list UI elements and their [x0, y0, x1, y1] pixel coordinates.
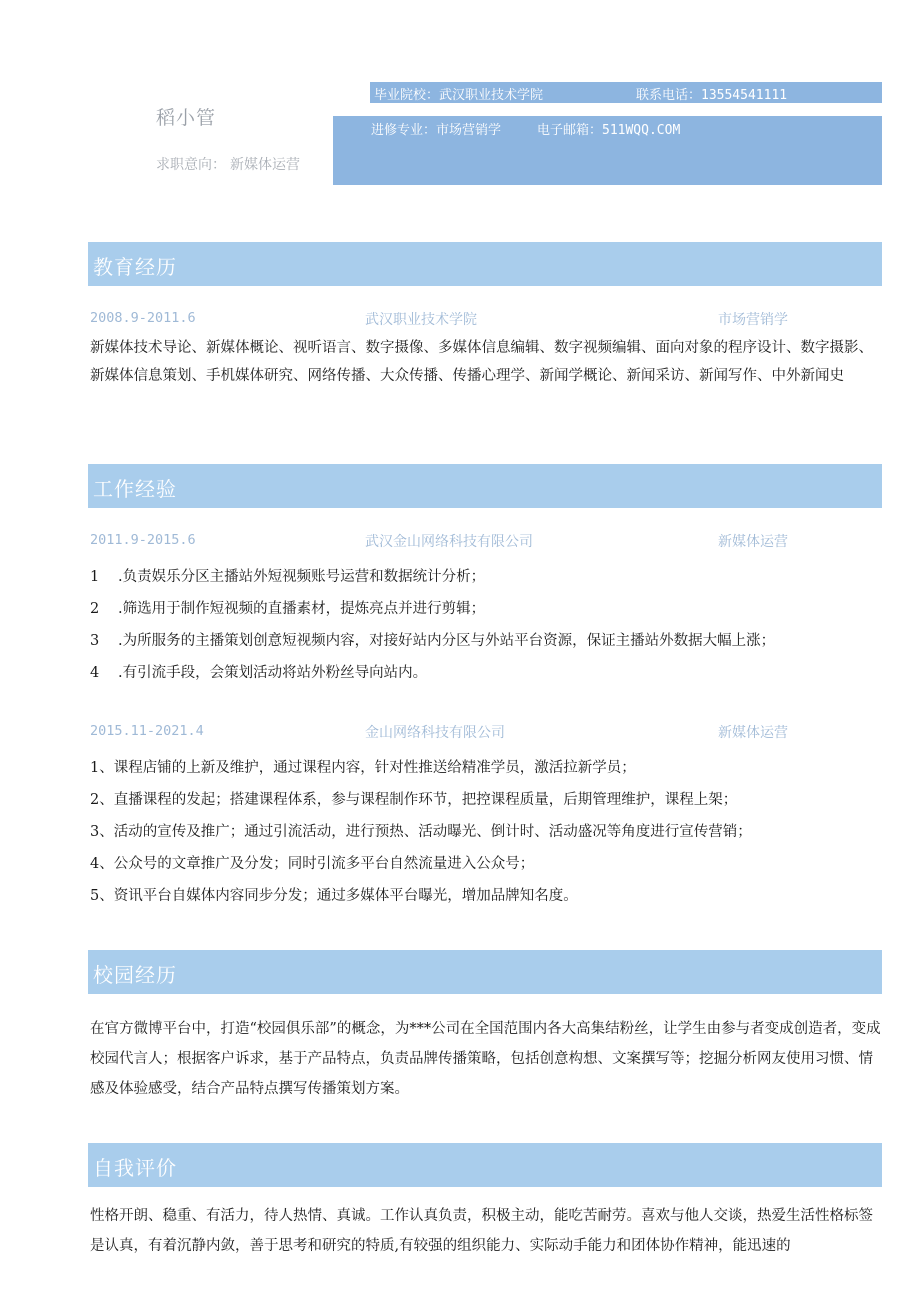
education-date: 2008.9-2011.6	[90, 310, 196, 326]
section-title: 工作经验	[93, 477, 177, 501]
list-item: 3 .为所服务的主播策划创意短视频内容，对接好站内分区与外站平台资源，保证主播站外数据大幅上涨；	[90, 633, 776, 649]
contact-bar-bottom	[333, 116, 882, 185]
major-info: 进修专业：市场营销学	[371, 123, 502, 138]
list-item: 2、直播课程的发起；搭建课程体系，参与课程制作环节，把控课程质量，后期管理维护，课程上架；	[90, 792, 738, 808]
list-item: 4、公众号的文章推广及分发；同时引流多平台自然流量进入公众号；	[90, 856, 535, 872]
education-courses: 新媒体技术导论、新媒体概论、视听语言、数字摄像、多媒体信息编辑、数字视频编辑、面向对象的程序设计、数字摄影、新媒体信息策划、手机媒体研究、网络传播、大众传播、传播心理学、新闻学概论、新闻采访、新闻写作、中外新闻史	[90, 340, 873, 384]
job-position: 新媒体运营	[718, 534, 788, 550]
list-item: 2 .筛选用于制作短视频的直播素材，提炼亮点并进行剪辑；	[90, 601, 486, 617]
section-self-header	[88, 1143, 882, 1187]
email-info: 电子邮箱：511WQQ.COM	[537, 123, 681, 138]
job-date: 2015.11-2021.4	[90, 723, 204, 739]
education-school: 武汉职业技术学院	[365, 312, 477, 328]
job-date: 2011.9-2015.6	[90, 532, 196, 548]
campus-text: 在官方微博平台中，打造“校园俱乐部”的概念，为***公司在全国范围内各大高集结粉丝，让学生由参与者变成创造者，变成校园代言人；根据客户诉求，基于产品特点，负责品牌传播策略，包括创意构想、文案撰写等；挖掘分析网友使用习惯、情感及体验感受，结合产品特点撰写传播策划方案。	[90, 1021, 881, 1097]
list-item: 3、活动的宣传及推广；通过引流活动，进行预热、活动曝光、倒计时、活动盛况等角度进行宣传营销；	[90, 824, 752, 840]
job-company: 金山网络科技有限公司	[365, 725, 505, 741]
job-intent	[156, 154, 300, 174]
list-item: 1、课程店铺的上新及维护，通过课程内容，针对性推送给精准学员，激活拉新学员；	[90, 760, 636, 776]
job-intent-value: 新媒体运营	[230, 157, 300, 173]
job-intent-label: 求职意向：	[156, 157, 226, 173]
education-major: 市场营销学	[718, 312, 788, 328]
job-position: 新媒体运营	[718, 725, 788, 741]
section-title: 教育经历	[93, 255, 177, 279]
list-item: 4 .有引流手段，会策划活动将站外粉丝导向站内。	[90, 665, 428, 681]
job-company: 武汉金山网络科技有限公司	[365, 534, 533, 550]
contact-bar-top	[370, 82, 882, 103]
section-work-header	[88, 464, 882, 508]
list-item: 1 .负责娱乐分区主播站外短视频账号运营和数据统计分析；	[90, 569, 486, 585]
candidate-name: 稻小管	[156, 107, 217, 129]
section-education-header	[88, 242, 882, 286]
section-title: 校园经历	[93, 963, 177, 987]
section-campus-header	[88, 950, 882, 994]
list-item: 5、资讯平台自媒体内容同步分发；通过多媒体平台曝光，增加品牌知名度。	[90, 888, 578, 904]
school-info: 毕业院校：武汉职业技术学院	[374, 88, 544, 103]
section-title: 自我评价	[93, 1156, 177, 1180]
phone-info: 联系电话：13554541111	[636, 88, 788, 103]
self-evaluation-text: 性格开朗、稳重、有活力，待人热情、真诚。工作认真负责，积极主动，能吃苦耐劳。喜欢与他人交谈，热爱生活性格标签是认真，有着沉静内敛，善于思考和研究的特质,有较强的组织能力、实际动手能力和团体协作精神，能迅速的	[90, 1208, 873, 1254]
